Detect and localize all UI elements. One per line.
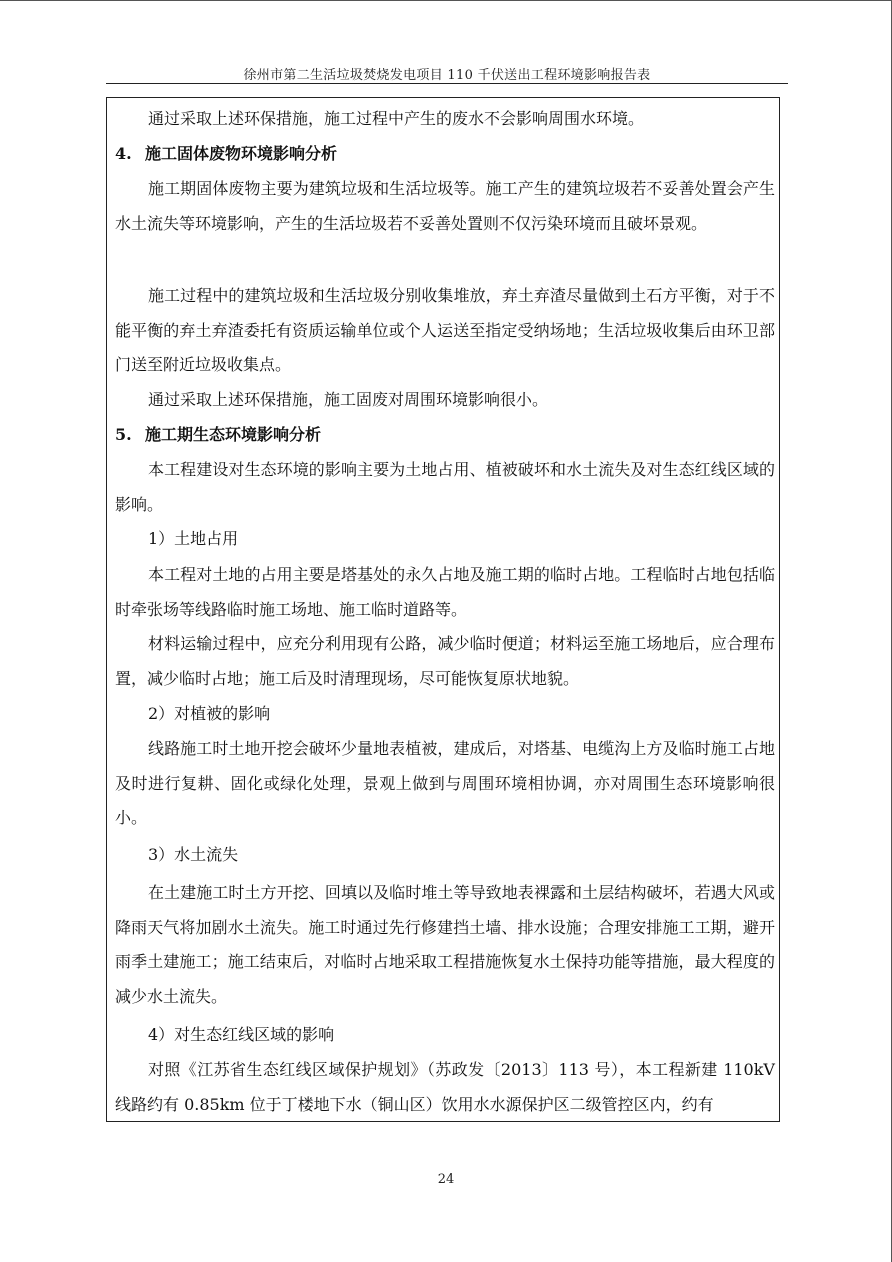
section-5-title: 施工期生态环境影响分析 xyxy=(145,425,322,444)
section-4-paragraph-2: 施工过程中的建筑垃圾和生活垃圾分别收集堆放，弃土弃渣尽量做到土石方平衡，对于不能平衡的弃土弃渣委托有资质运输单位或个人运送至指定受纳场地；生活垃圾收集后由环卫部门送至附近垃圾收集点。 xyxy=(115,286,775,375)
page-border-top xyxy=(0,0,892,1)
section-4-title: 施工固体废物环境影响分析 xyxy=(145,144,338,163)
subsection-3-title: 3）水土流失 xyxy=(148,845,239,864)
header-rule xyxy=(106,83,788,84)
subsection-3-paragraph-1: 在土建施工时土方开挖、回填以及临时堆土等导致地表裸露和土层结构破坏，若遇大风或降雨天气将加剧水土流失。施工时通过先行修建挡土墙、排水设施；合理安排施工工期，避开雨季土建施工；施工结束后，对临时占地采取工程措施恢复水土保持功能等措施，最大程度的减少水土流失。 xyxy=(115,883,775,1006)
section-5-number: 5. xyxy=(115,425,132,444)
section-4-paragraph-3: 通过采取上述环保措施，施工固废对周围环境影响很小。 xyxy=(148,390,549,409)
section-4-paragraph-1: 施工期固体废物主要为建筑垃圾和生活垃圾等。施工产生的建筑垃圾若不妥善处置会产生水土流失等环境影响，产生的生活垃圾若不妥善处置则不仅污染环境而且破坏景观。 xyxy=(115,179,775,233)
subsection-2-paragraph-1: 线路施工时土地开挖会破坏少量地表植被，建成后，对塔基、电缆沟上方及临时施工占地及时进行复耕、固化或绿化处理，景观上做到与周围环境相协调，亦对周围生态环境影响很小。 xyxy=(115,739,775,828)
subsection-4-paragraph-1: 对照《江苏省生态红线区域保护规划》（苏政发〔2013〕113 号），本工程新建 110kV 线路约有 0.85km 位于丁楼地下水（铜山区）饮用水水源保护区二级管控区内，约有 xyxy=(115,1060,775,1114)
page-number: 24 xyxy=(437,1172,455,1187)
subsection-1-paragraph-2: 材料运输过程中，应充分利用现有公路，减少临时便道；材料运至施工场地后，应合理布置，减少临时占地；施工后及时清理现场，尽可能恢复原状地貌。 xyxy=(115,634,775,688)
subsection-1-paragraph-1: 本工程对土地的占用主要是塔基处的永久占地及施工期的临时占地。工程临时占地包括临时牵张场等线路临时施工场地、施工临时道路等。 xyxy=(115,565,775,619)
subsection-4-title: 4）对生态红线区域的影响 xyxy=(148,1025,335,1044)
subsection-2-title: 2）对植被的影响 xyxy=(148,704,271,723)
water-conclusion-paragraph: 通过采取上述环保措施，施工过程中产生的废水不会影响周围水环境。 xyxy=(148,109,645,128)
section-5-intro: 本工程建设对生态环境的影响主要为土地占用、植被破坏和水土流失及对生态红线区域的影响。 xyxy=(115,460,775,514)
subsection-1-title: 1）土地占用 xyxy=(148,529,239,548)
section-4-heading xyxy=(115,137,775,172)
section-5-heading xyxy=(115,418,775,453)
running-header: 徐州市第二生活垃圾焚烧发电项目 110 千伏送出工程环境影响报告表 xyxy=(243,68,651,83)
section-4-number: 4. xyxy=(115,144,132,163)
